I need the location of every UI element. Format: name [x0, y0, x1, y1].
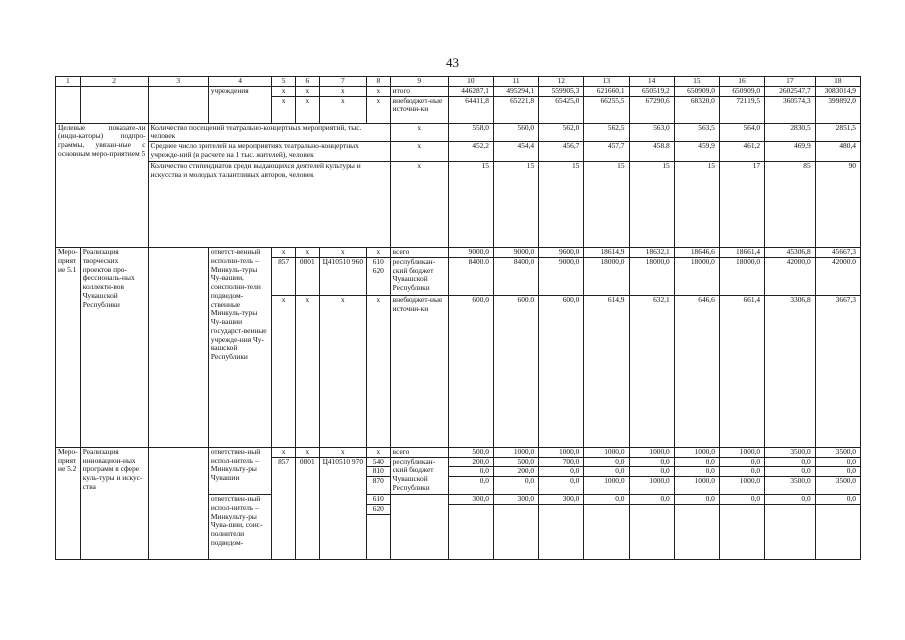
empty-cell [80, 87, 148, 124]
code-cell: x [319, 295, 366, 447]
value-cell: 2602547,7 [765, 87, 816, 97]
code-cell: 610 [366, 495, 390, 505]
value-cell: 0,0 [448, 467, 493, 477]
value-cell: 42000,0 [765, 257, 816, 295]
empty-cell [448, 504, 493, 559]
empty-cell [765, 504, 816, 559]
value-cell: 500,0 [448, 447, 493, 457]
code-cell: x [319, 447, 366, 457]
indicator-mark: х [390, 162, 448, 248]
empty-cell [629, 504, 674, 559]
value-cell: 0,0 [674, 467, 719, 477]
executor-cell: ответствен-ный испол-нитель – Минкульту-ры Чувашии [208, 447, 271, 494]
value-cell: 632,1 [629, 295, 674, 447]
code-cell: x [366, 248, 390, 258]
value-cell: 564,0 [719, 123, 764, 141]
empty-cell [584, 504, 629, 559]
value-cell: 3667,3 [815, 295, 860, 447]
value-cell: 480,4 [815, 142, 860, 162]
code-cell: x [295, 96, 319, 123]
value-cell: 563,5 [674, 123, 719, 141]
code-cell: 0801 [295, 257, 319, 295]
code-cell: 857 [272, 257, 296, 295]
value-cell: 0,0 [719, 467, 764, 477]
value-cell: 15 [629, 162, 674, 248]
empty-cell [148, 248, 208, 448]
code-cell: x [366, 96, 390, 123]
value-cell: 68320,0 [674, 96, 719, 123]
value-cell: 66255,5 [584, 96, 629, 123]
empty-cell [674, 504, 719, 559]
code-cell: x [319, 96, 366, 123]
value-cell: 0,0 [539, 477, 584, 495]
program-table [55, 76, 861, 560]
column-number: 4 [208, 77, 271, 87]
code-cell: x [272, 248, 296, 258]
value-cell: 3500,0 [765, 477, 816, 495]
code-cell: 610 620 [366, 257, 390, 295]
value-cell: 200,0 [493, 467, 538, 477]
executor-cell: ответст-венный исполни-тель – Минкуль-туры Чу-вашии, соисполни-тели подведом-ственные Минкуль-туры Чу-вашии государст-венные учрежде-ния Чу-вашской Республики [208, 248, 271, 448]
value-cell: 399892,0 [815, 96, 860, 123]
column-number: 15 [674, 77, 719, 87]
code-cell: Ц410510 970 [319, 457, 366, 559]
value-cell: 469,9 [765, 142, 816, 162]
value-cell: 3306,8 [765, 295, 816, 447]
value-cell: 650519,2 [629, 87, 674, 97]
column-number: 9 [390, 77, 448, 87]
value-cell: 360574,3 [765, 96, 816, 123]
value-cell: 18000,0 [719, 257, 764, 295]
value-cell: 18661,4 [719, 248, 764, 258]
value-cell: 15 [584, 162, 629, 248]
value-cell: 65221,8 [493, 96, 538, 123]
empty-cell [493, 504, 538, 559]
value-cell: 1000,0 [674, 477, 719, 495]
measure-5-1-total-row [56, 248, 861, 258]
value-cell: 0,0 [584, 457, 629, 467]
value-cell: 0,0 [674, 495, 719, 505]
column-number: 2 [80, 77, 148, 87]
column-number: 6 [295, 77, 319, 87]
value-cell: 1000,0 [584, 447, 629, 457]
code-cell: 540 [366, 457, 390, 467]
column-number: 11 [493, 77, 538, 87]
targets-label: Целевые показате-ли (инди-каторы) подпро-граммы, увязан-ные с основным меро-приятием 5 [56, 123, 149, 247]
value-cell: 0,0 [674, 457, 719, 467]
value-cell: 456,7 [539, 142, 584, 162]
measure-name: Меро-приятие 5.2 [56, 447, 81, 559]
value-cell: 3083014,9 [815, 87, 860, 97]
value-cell: 85 [765, 162, 816, 248]
value-cell: 0,0 [719, 457, 764, 467]
value-cell: 650909,0 [674, 87, 719, 97]
value-cell: 0,0 [765, 467, 816, 477]
value-cell: 495294,1 [493, 87, 538, 97]
code-cell: 857 [272, 457, 296, 559]
value-cell: 500,0 [493, 457, 538, 467]
code-cell: x [295, 295, 319, 447]
value-cell: 15 [539, 162, 584, 248]
value-cell: 0,0 [539, 467, 584, 477]
value-cell: 621660,1 [584, 87, 629, 97]
column-number: 16 [719, 77, 764, 87]
funding-source: внебюджет-ные источни-ки [390, 96, 448, 123]
code-cell: x [366, 447, 390, 457]
value-cell: 0,0 [815, 457, 860, 467]
empty-cell [56, 87, 81, 124]
column-number: 12 [539, 77, 584, 87]
code-cell: x [295, 87, 319, 97]
value-cell: 18000,0 [629, 257, 674, 295]
value-cell: 45306,8 [765, 248, 816, 258]
value-cell: 458.8 [629, 142, 674, 162]
value-cell: 562,5 [584, 123, 629, 141]
code-cell: x [366, 295, 390, 447]
value-cell: 0,0 [629, 495, 674, 505]
value-cell: 1000,0 [584, 477, 629, 495]
value-cell: 1000,0 [629, 447, 674, 457]
value-cell: 0,0 [765, 495, 816, 505]
value-cell: 1000,0 [629, 477, 674, 495]
value-cell: 18614,9 [584, 248, 629, 258]
column-number: 18 [815, 77, 860, 87]
indicator-mark: х [390, 142, 448, 162]
value-cell: 0,0 [765, 457, 816, 467]
empty-cell [815, 504, 860, 559]
value-cell: 15 [493, 162, 538, 248]
value-cell: 600.0 [493, 295, 538, 447]
value-cell: 461,2 [719, 142, 764, 162]
measure-title: Реализация инновацион-ных программ в сфере куль-туры и искус-ства [80, 447, 148, 559]
executor-cell: ответствен-ный испол-нитель – Минкульту-ры Чува-шии, соис-полнители подведом- [208, 495, 271, 559]
value-cell: 8400.0 [448, 257, 493, 295]
code-cell: x [272, 447, 296, 457]
value-cell: 67290,6 [629, 96, 674, 123]
value-cell: 2851,5 [815, 123, 860, 141]
page-number: 43 [446, 55, 459, 70]
code-cell: x [272, 87, 296, 97]
value-cell: 661,4 [719, 295, 764, 447]
code-cell: x [272, 295, 296, 447]
value-cell: 600,0 [448, 295, 493, 447]
value-cell: 562,0 [539, 123, 584, 141]
value-cell: 300,0 [493, 495, 538, 505]
value-cell: 446287,1 [448, 87, 493, 97]
value-cell: 0,0 [448, 477, 493, 495]
column-number: 3 [148, 77, 208, 87]
funding-source: всего [390, 447, 448, 457]
value-cell: 1000,0 [493, 447, 538, 457]
code-cell: 0801 [295, 457, 319, 559]
indicator-mark: х [390, 123, 448, 141]
column-number: 14 [629, 77, 674, 87]
value-cell: 8400,0 [493, 257, 538, 295]
value-cell: 18646,6 [674, 248, 719, 258]
value-cell: 0,0 [815, 495, 860, 505]
column-number: 13 [584, 77, 629, 87]
totals-row [56, 87, 861, 97]
code-cell: x [366, 87, 390, 97]
value-cell: 0,0 [815, 467, 860, 477]
measure-5-2-total-row [56, 447, 861, 457]
empty-cell [148, 447, 208, 559]
value-cell: 600,0 [539, 295, 584, 447]
value-cell: 560,0 [493, 123, 538, 141]
value-cell: 646,6 [674, 295, 719, 447]
value-cell: 300,0 [448, 495, 493, 505]
value-cell: 17 [719, 162, 764, 248]
executor-cell: учреждения [208, 87, 271, 124]
value-cell: 558,0 [448, 123, 493, 141]
code-cell: x [319, 248, 366, 258]
code-cell: x [295, 447, 319, 457]
code-cell: 870 [366, 477, 390, 495]
value-cell: 3500,0 [815, 447, 860, 457]
indicator-row [56, 142, 861, 162]
empty-cell [366, 514, 390, 559]
value-cell: 42000.0 [815, 257, 860, 295]
code-cell: x [319, 87, 366, 97]
empty-cell [539, 504, 584, 559]
value-cell: 45667,3 [815, 248, 860, 258]
value-cell: 3500,0 [765, 447, 816, 457]
empty-cell [390, 495, 448, 559]
column-number: 8 [366, 77, 390, 87]
value-cell: 614,9 [584, 295, 629, 447]
value-cell: 452,2 [448, 142, 493, 162]
code-cell: x [272, 96, 296, 123]
value-cell: 15 [448, 162, 493, 248]
value-cell: 559905,3 [539, 87, 584, 97]
funding-source: республикан-ский бюджет Чувашской Республики [390, 457, 448, 494]
value-cell: 1000,0 [719, 477, 764, 495]
value-cell: 90 [815, 162, 860, 248]
indicator-text: Количество посещений театрально-концертных мероприятий, тыс. человек [148, 123, 390, 141]
measure-title: Реализация творческих проектов про-фессиональ-ных коллекти-вов Чувашской Республики [80, 248, 148, 448]
value-cell: 9000,0 [493, 248, 538, 258]
value-cell: 9000,0 [539, 257, 584, 295]
value-cell: 1000,0 [539, 447, 584, 457]
value-cell: 0,0 [719, 495, 764, 505]
indicator-row [56, 162, 861, 248]
value-cell: 0,0 [629, 457, 674, 467]
value-cell: 18632,1 [629, 248, 674, 258]
value-cell: 3500,0 [815, 477, 860, 495]
indicator-text: Среднее число зрителей на мероприятиях театрально-концертных учрежде-ний (в расчете на 1 тыс. жителей), человек [148, 142, 390, 162]
column-number-row [56, 77, 861, 87]
value-cell: 0,0 [584, 467, 629, 477]
measure-name: Меро-приятие 5.1 [56, 248, 81, 448]
column-number: 5 [272, 77, 296, 87]
value-cell: 0,0 [629, 467, 674, 477]
value-cell: 0,0 [493, 477, 538, 495]
funding-source: внебюджет-ные источни-ки [390, 295, 448, 447]
indicator-text: Количество стипендиатов среди выдающихся деятелей культуры и искусства и молодых талантливых авторов, человек [148, 162, 390, 248]
value-cell: 1000,0 [674, 447, 719, 457]
code-cell: x [295, 248, 319, 258]
value-cell: 9600,0 [539, 248, 584, 258]
value-cell: 18000,0 [674, 257, 719, 295]
column-number: 10 [448, 77, 493, 87]
code-cell: 620 [366, 504, 390, 514]
code-cell: 810 [366, 467, 390, 477]
column-number: 7 [319, 77, 366, 87]
value-cell: 64411,8 [448, 96, 493, 123]
value-cell: 72119,5 [719, 96, 764, 123]
indicator-row [56, 123, 861, 141]
value-cell: 18000,0 [584, 257, 629, 295]
code-cell: Ц410510 960 [319, 257, 366, 295]
value-cell: 454,4 [493, 142, 538, 162]
value-cell: 457,7 [584, 142, 629, 162]
value-cell: 1000,0 [719, 447, 764, 457]
value-cell: 459,9 [674, 142, 719, 162]
value-cell: 563,0 [629, 123, 674, 141]
funding-source: республикан-ский бюджет Чувашской Республики [390, 257, 448, 295]
value-cell: 15 [674, 162, 719, 248]
value-cell: 200,0 [448, 457, 493, 467]
column-number: 17 [765, 77, 816, 87]
empty-cell [148, 87, 208, 124]
value-cell: 700,0 [539, 457, 584, 467]
column-number: 1 [56, 77, 81, 87]
value-cell: 650909,0 [719, 87, 764, 97]
empty-cell [719, 504, 764, 559]
funding-source: всего [390, 248, 448, 258]
value-cell: 300,0 [539, 495, 584, 505]
value-cell: 65425,0 [539, 96, 584, 123]
value-cell: 2830,5 [765, 123, 816, 141]
value-cell: 9000,0 [448, 248, 493, 258]
funding-source: итого [390, 87, 448, 97]
value-cell: 0,0 [584, 495, 629, 505]
